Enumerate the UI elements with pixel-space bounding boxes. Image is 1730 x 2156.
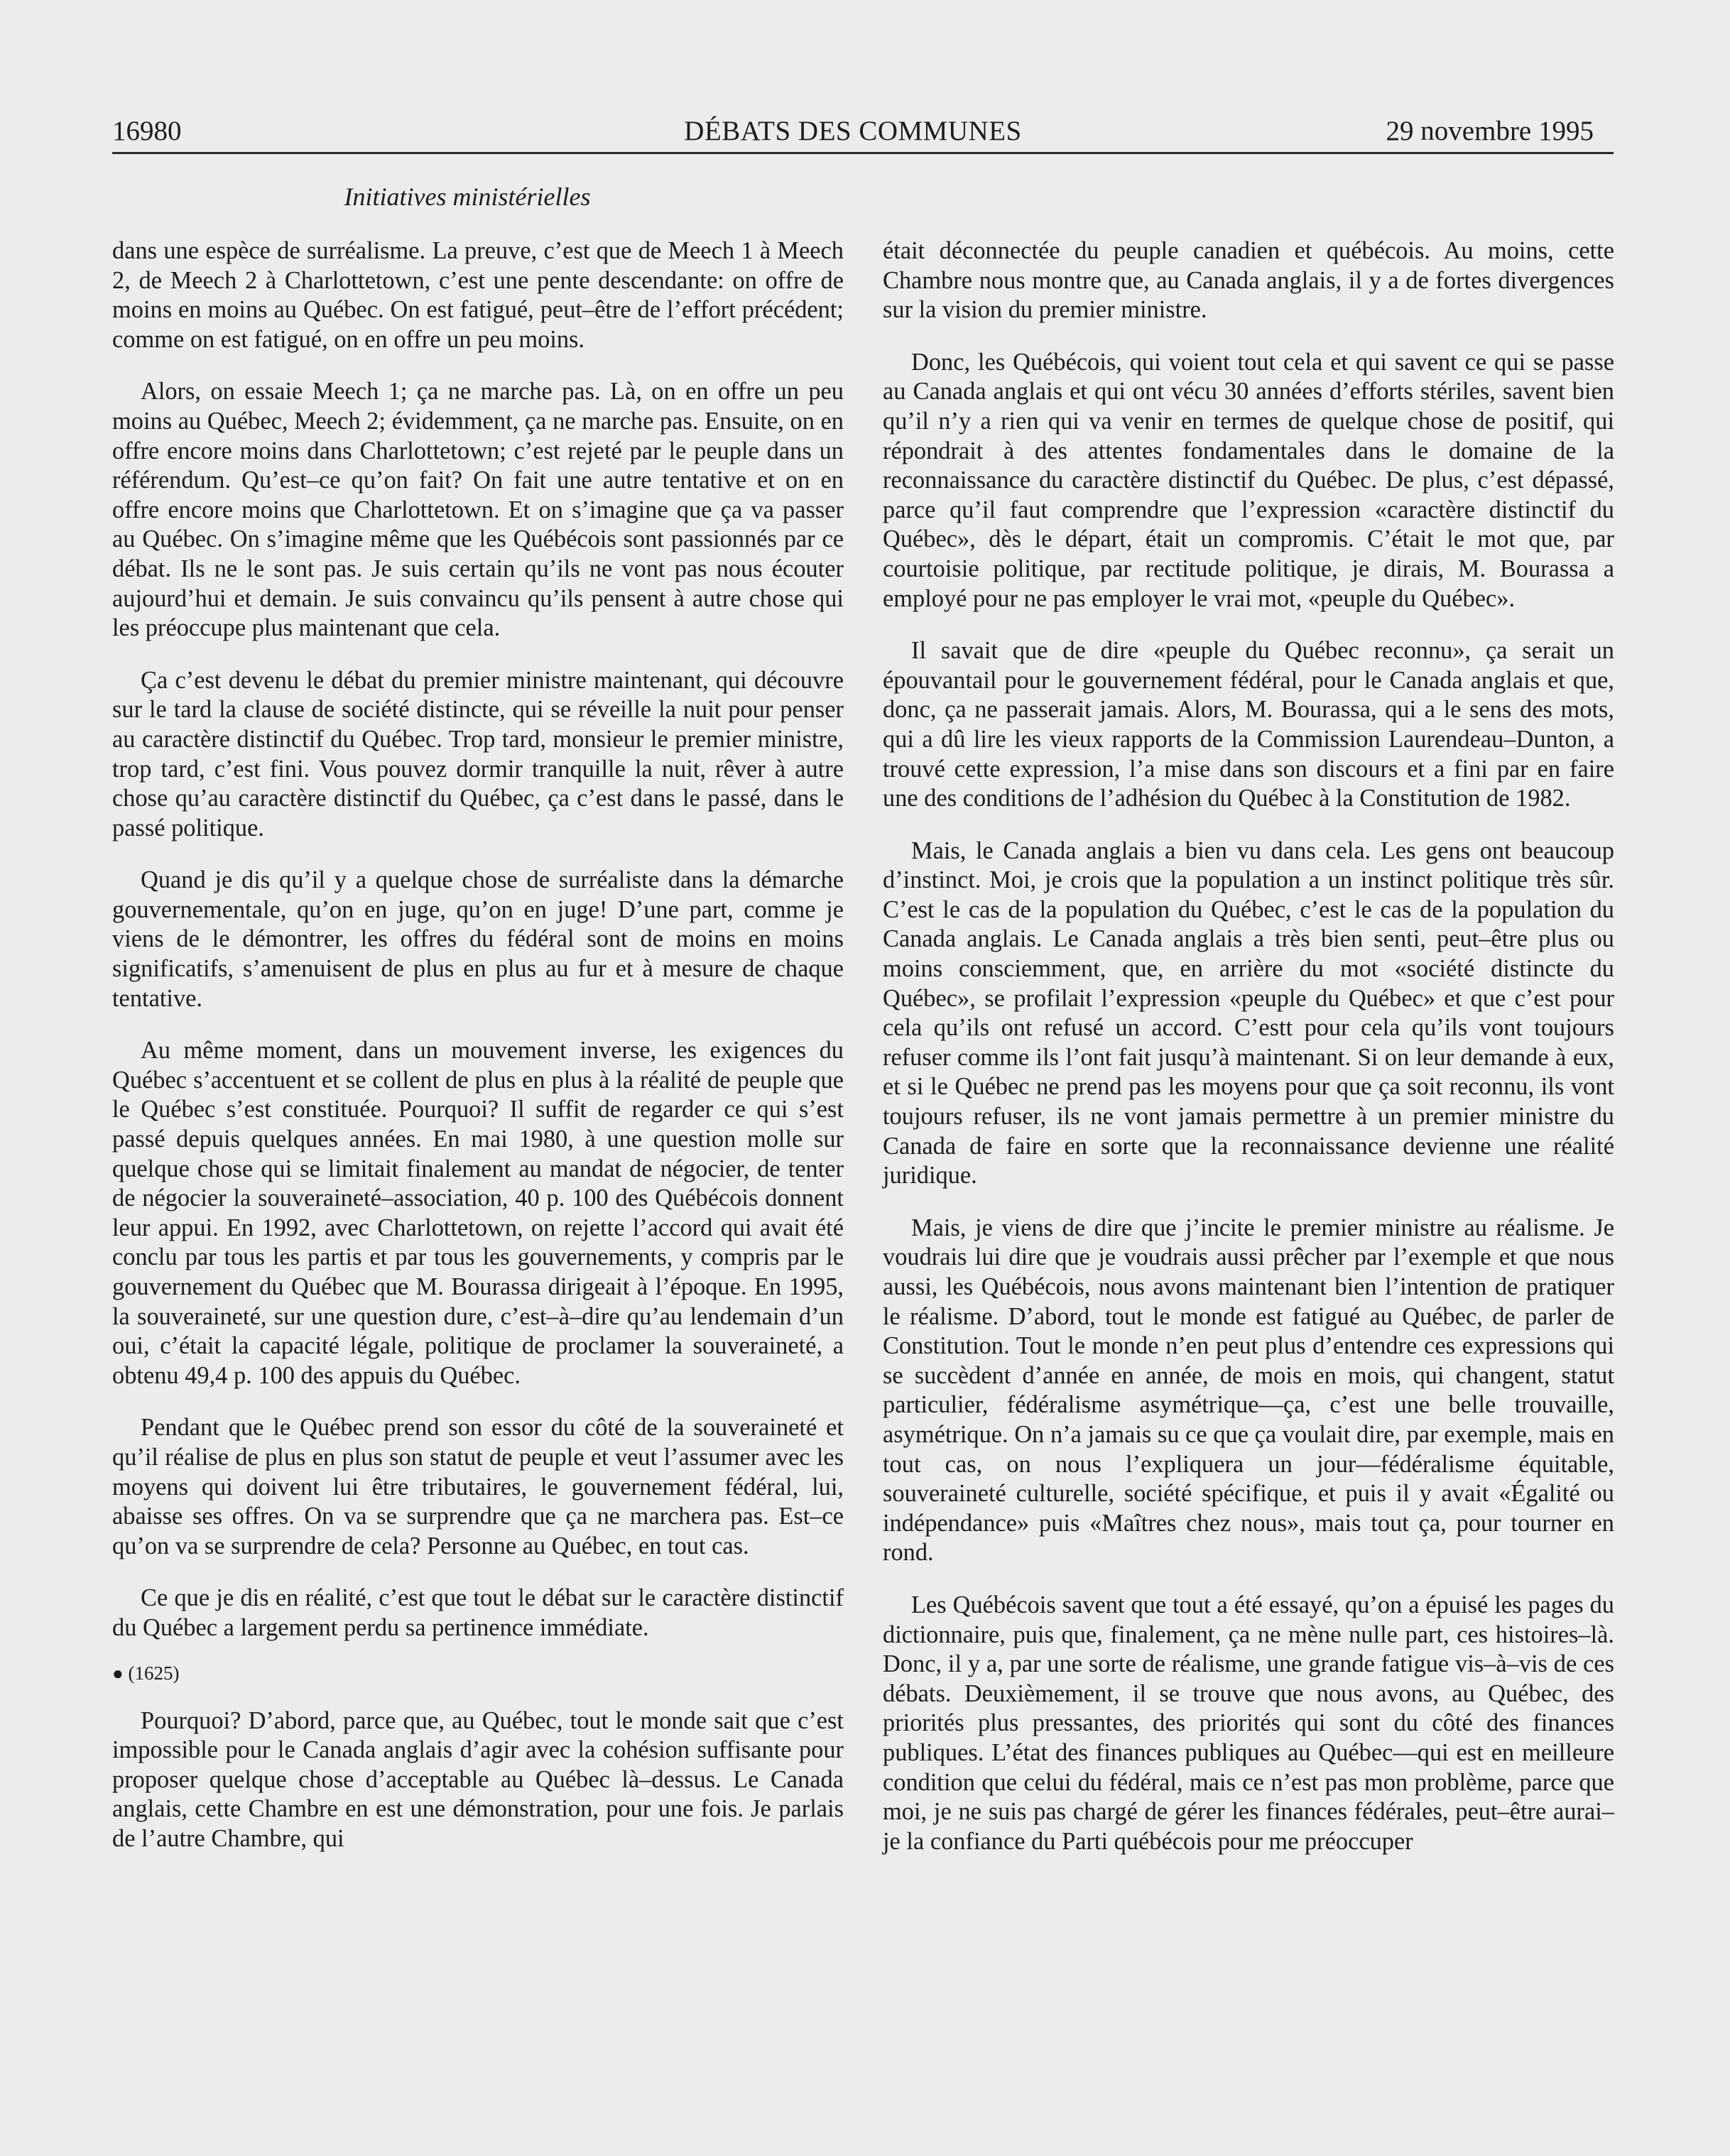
- paragraph: Il savait que de dire «peuple du Québec reconnu», ça serait un épouvantail pour le gouvernement fédéral, pour le Canada anglais et que, donc, ça ne passerait jamais. Alors, M. Bourassa, qui a le sens des mots, qui a dû lire les vieux rapports de la Commission Laurendeau–Dunton, a trouvé cette expression, l’a mise dans son discours et a fini par en faire une des conditions de l’adhésion du Québec à la Constitution de 1982.: [883, 637, 1614, 812]
- journal-title: DÉBATS DES COMMUNES: [684, 116, 1022, 146]
- running-header: [112, 112, 1594, 151]
- paragraph: était déconnectée du peuple canadien et québécois. Au moins, cette Chambre nous montre que, au Canada anglais, il y a de fortes divergences sur la vision du premier ministre.: [883, 237, 1614, 324]
- paragraph: dans une espèce de surréalisme. La preuve, c’est que de Meech 1 à Meech 2, de Meech 2 à Charlottetown, c’est une pente descendante: on offre de moins en moins au Québec. On est fatigué, peut–être de l’effort précédent; comme on est fatigué, on en offre un peu moins.: [112, 237, 844, 353]
- time-stamp: (1625): [128, 1662, 180, 1684]
- paragraph: Mais, le Canada anglais a bien vu dans cela. Les gens ont beaucoup d’instinct. Moi, je crois que la population a un instinct politique très sûr. C’est le cas de la population du Québec, c’est le cas de la population du Canada anglais. Le Canada anglais a très bien senti, peut–être plus ou moins consciemment, que, en arrière du mot «société distincte du Québec», se profilait l’expression «peuple du Québec» et que c’est pour cela qu’ils ont refusé un accord. C’estt pour cela qu’ils vont toujours refuser comme ils l’ont fait jusqu’à maintenant. Si on leur demande à eux, et si le Québec ne prend pas les moyens pour que ça soit reconnu, ils vont toujours refuser, ils ne vont jamais permettre à un premier ministre du Canada de faire en sorte que la reconnaissance devienne une réalité juridique.: [883, 837, 1614, 1189]
- header-rule: [112, 152, 1614, 154]
- paragraph: Quand je dis qu’il y a quelque chose de surréaliste dans la démarche gouvernementale, qu’on en juge, qu’on en juge! D’une part, comme je viens de le démontrer, les offres du fédéral sont de moins en moins significatifs, s’amenuisent de plus en plus au fur et à mesure de chaque tentative.: [112, 866, 844, 1012]
- paragraph: Au même moment, dans un mouvement inverse, les exigences du Québec s’accentuent et se collent de plus en plus à la réalité de peuple que le Québec s’est constituée. Pourquoi? Il suffit de regarder ce qui s’est passé depuis quelques années. En mai 1980, à une question molle sur quelque chose qui se limitait finalement au mandat de négocier, de tenter de négocier la souveraineté–association, 40 p. 100 des Québécois donnent leur appui. En 1992, avec Charlottetown, on rejette l’accord qui avait été conclu par tous les partis et par tous les gouvernements, y compris par le gouvernement du Québec que M. Bourassa dirigeait à l’époque. En 1995, la souveraineté, sur une question dure, c’est–à–dire qu’au lendemain d’un oui, c’était la capacité légale, politique de proclamer la souveraineté, a obtenu 49,4 p. 100 des appuis du Québec.: [112, 1037, 844, 1389]
- right-column: [883, 236, 1614, 1856]
- issue-date: 29 novembre 1995: [1386, 116, 1594, 146]
- paragraph: Pourquoi? D’abord, parce que, au Québec, tout le monde sait que c’est impossible pour le Canada anglais d’agir avec la cohésion suffisante pour proposer quelque chose d’acceptable au Québec là–dessus. Le Canada anglais, cette Chambre en est une démonstration, pour une fois. Je parlais de l’autre Chambre, qui: [112, 1706, 844, 1852]
- page-number: 16980: [112, 116, 182, 146]
- section-heading: Initiatives ministérielles: [344, 183, 591, 211]
- paragraph: Ça c’est devenu le débat du premier ministre maintenant, qui découvre sur le tard la clause de société distincte, qui se réveille la nuit pour penser au caractère distinctif du Québec. Trop tard, monsieur le premier ministre, trop tard, c’est fini. Vous pouvez dormir tranquille la nuit, rêver à autre chose qu’au caractère distinctif du Québec, ça c’est dans le passé, dans le passé politique.: [112, 666, 844, 842]
- paragraph: Pendant que le Québec prend son essor du côté de la souveraineté et qu’il réalise de plus en plus son statut de peuple et veut l’assumer avec les moyens qui doivent lui être tributaires, le gouvernement fédéral, lui, abaisse ses offres. On va se surprendre que ça ne marchera pas. Est–ce qu’on va se surprendre de cela? Personne au Québec, en tout cas.: [112, 1414, 844, 1559]
- paragraph: Donc, les Québécois, qui voient tout cela et qui savent ce qui se passe au Canada anglais et qui ont vécu 30 années d’efforts stériles, savent bien qu’il n’y a rien qui va venir en termes de quelque chose de positif, qui répondrait à des attentes fondamentales dans le domaine de la reconnaissance du caractère distinctif du Québec. De plus, c’est dépassé, parce qu’il faut comprendre que l’expression «caractère distinctif du Québec», dès le départ, était un compromis. C’était le mot que, par courtoisie politique, par rectitude politique, je dirais, M. Bourassa a employé pour ne pas employer le vrai mot, «peuple du Québec».: [883, 348, 1614, 612]
- paragraph: Les Québécois savent que tout a été essayé, qu’on a épuisé les pages du dictionnaire, puis que, finalement, ça ne mène nulle part, ces histoires–là. Donc, il y a, par une sorte de réalisme, une grande fatigue vis–à–vis de ces débats. Deuxièmement, il se trouve que nous avons, au Québec, des priorités plus pressantes, des priorités qui sont du côté des finances publiques. L’état des finances publiques au Québec—qui est en meilleure condition que celui du fédéral, mais ce n’est pas mon problème, parce que moi, je ne suis pas chargé de gérer les finances fédérales, peut–être aurai–je la confiance du Parti québécois pour me préoccuper: [883, 1591, 1614, 1855]
- paragraph: Mais, je viens de dire que j’incite le premier ministre au réalisme. Je voudrais lui dire que je voudrais aussi prêcher par l’exemple et que nous aussi, les Québécois, nous avons maintenant bien l’intention de pratiquer le réalisme. D’abord, tout le monde est fatigué au Québec, de parler de Constitution. Tout le monde n’en peut plus d’entendre ces expressions qui se succèdent d’année en année, de mois en mois, qui changent, statut particulier, fédéralisme asymétrique—ça, c’est une belle trouvaille, asymétrique. On n’a jamais su ce que ça voulait dire, par exemple, mais en tout cas, on nous l’expliquera un jour—fédéralisme équitable, souveraineté culturelle, société spécifique, et puis il y avait «Égalité ou indépendance» puis «Maîtres chez nous», mais tout ça, pour tourner en rond.: [883, 1214, 1614, 1567]
- time-marker: [112, 1659, 844, 1688]
- bullet-icon: ●: [112, 1662, 124, 1684]
- paragraph: Alors, on essaie Meech 1; ça ne marche pas. Là, on en offre un peu moins au Québec, Meech 2; évidemment, ça ne marche pas. Ensuite, on en offre encore moins dans Charlottetown; c’est rejeté par le peuple dans un référendum. Qu’est–ce qu’on fait? On fait une autre tentative et on en offre encore moins que Charlottetown. Et on s’imagine que ça va passer au Québec. On s’imagine même que les Québécois sont passionnés par ce débat. Ils ne le sont pas. Je suis certain qu’ils ne vont pas nous écouter aujourd’hui et demain. Je suis convaincu qu’ils pensent à autre chose qui les préoccupe plus maintenant que cela.: [112, 378, 844, 642]
- paragraph: Ce que je dis en réalité, c’est que tout le débat sur le caractère distinctif du Québec a largement perdu sa pertinence immédiate.: [112, 1584, 844, 1641]
- left-column: [112, 236, 844, 1854]
